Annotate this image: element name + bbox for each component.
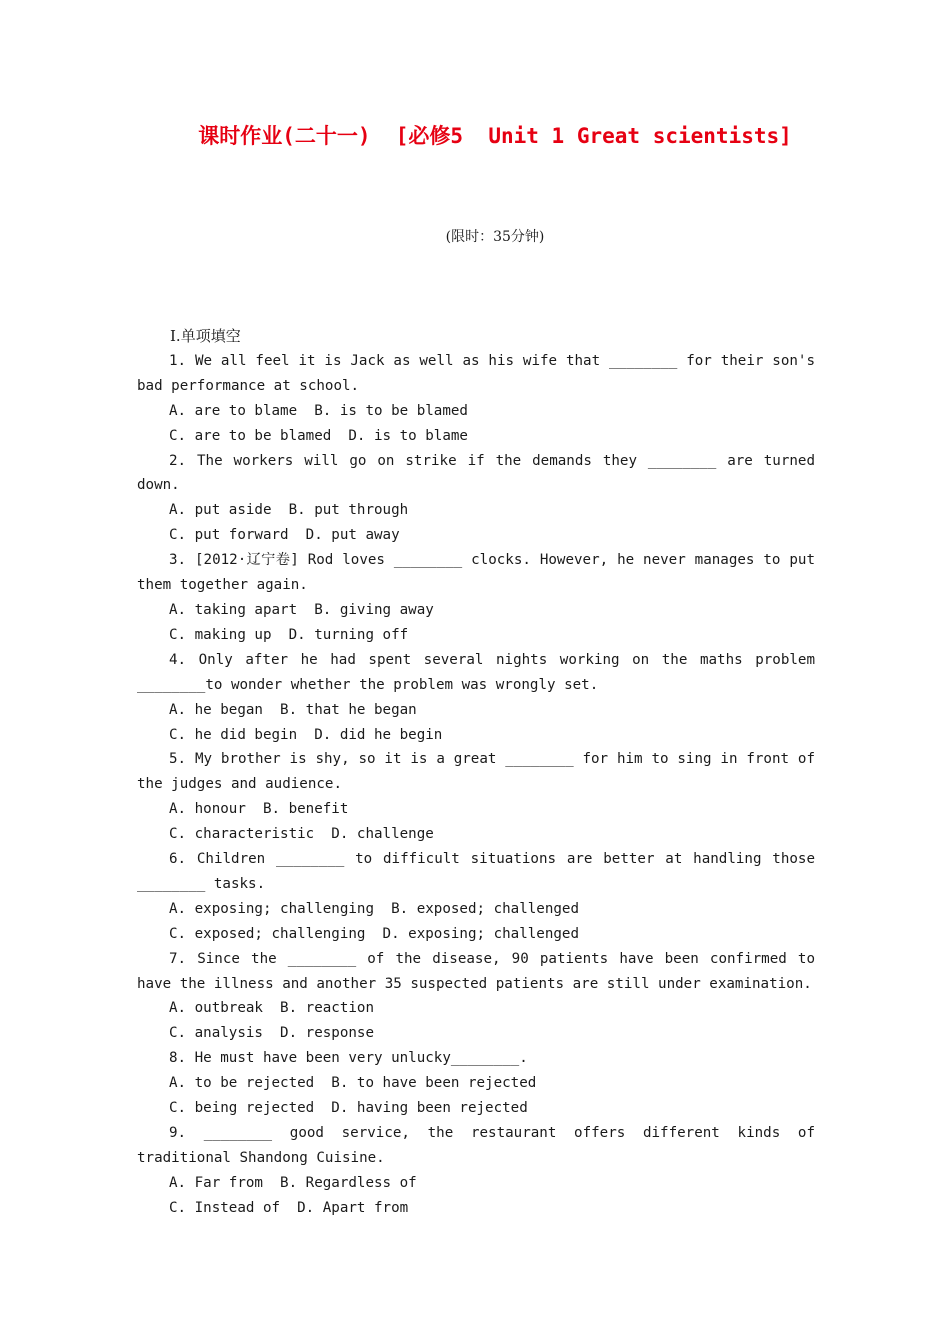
question-4 [137, 648, 815, 748]
options-cd: C. Instead of D. Apart from [169, 1199, 409, 1216]
question-8 [137, 1046, 815, 1121]
question-stem: 2. The workers will go on strike if the demands they ________ are turned down. [137, 452, 815, 494]
options-cd: C. he did begin D. did he begin [169, 726, 443, 743]
exercise-content [137, 324, 815, 1221]
question-1 [137, 349, 815, 449]
options-cd: C. analysis D. response [169, 1025, 374, 1042]
question-stem: 8. He must have been very unlucky________. [169, 1050, 528, 1067]
time-limit: (限时：35分钟) [445, 229, 545, 245]
options-cd: C. being rejected D. having been rejected [169, 1100, 528, 1117]
question-stem: 9. ________ good service, the restaurant offers different kinds of traditional Shandong Cuisine. [137, 1125, 815, 1166]
question-stem: 5. My brother is shy, so it is a great ________ for him to sing in front of the judges and audience. [137, 751, 815, 793]
options-cd: C. making up D. turning off [169, 626, 409, 643]
options-ab: A. Far from B. Regardless of [169, 1174, 417, 1191]
question-5 [137, 747, 815, 847]
question-stem: 4. Only after he had spent several nights working on the maths problem ________to wonder whether the problem was wrongly set. [137, 651, 815, 693]
options-ab: A. are to blame B. is to be blamed [169, 402, 468, 419]
options-ab: A. exposing; challenging B. exposed; challenged [169, 900, 579, 917]
options-ab: A. honour B. benefit [169, 801, 349, 818]
options-ab: A. to be rejected B. to have been rejected [169, 1075, 537, 1092]
options-cd: C. exposed; challenging D. exposing; challenged [169, 925, 579, 942]
options-ab: A. taking apart B. giving away [169, 601, 434, 618]
options-cd: C. characteristic D. challenge [169, 826, 434, 843]
section-heading: Ⅰ.单项填空 [170, 327, 241, 345]
question-2 [137, 449, 815, 549]
question-3 [137, 548, 815, 648]
question-stem: 3. [2012·辽宁卷] Rod loves ________ clocks. However, he never manages to put them together again. [137, 552, 815, 594]
page-title: 课时作业(二十一) [必修5 Unit 1 Great scientists] [198, 124, 792, 148]
question-7 [137, 947, 815, 1047]
options-cd: C. are to be blamed D. is to blame [169, 427, 468, 444]
options-ab: A. he began B. that he began [169, 701, 417, 718]
question-stem: 7. Since the ________ of the disease, 90 patients have been confirmed to have the illness and another 35 suspected patients are still under examination. [137, 950, 815, 992]
question-stem: 1. We all feel it is Jack as well as his wife that ________ for their son's bad performance at school. [137, 352, 815, 394]
options-cd: C. put forward D. put away [169, 527, 400, 544]
question-6 [137, 847, 815, 947]
question-stem: 6. Children ________ to difficult situations are better at handling those ________ tasks. [137, 851, 815, 892]
options-ab: A. outbreak B. reaction [169, 1000, 374, 1017]
options-ab: A. put aside B. put through [169, 502, 409, 519]
question-9 [137, 1121, 815, 1221]
